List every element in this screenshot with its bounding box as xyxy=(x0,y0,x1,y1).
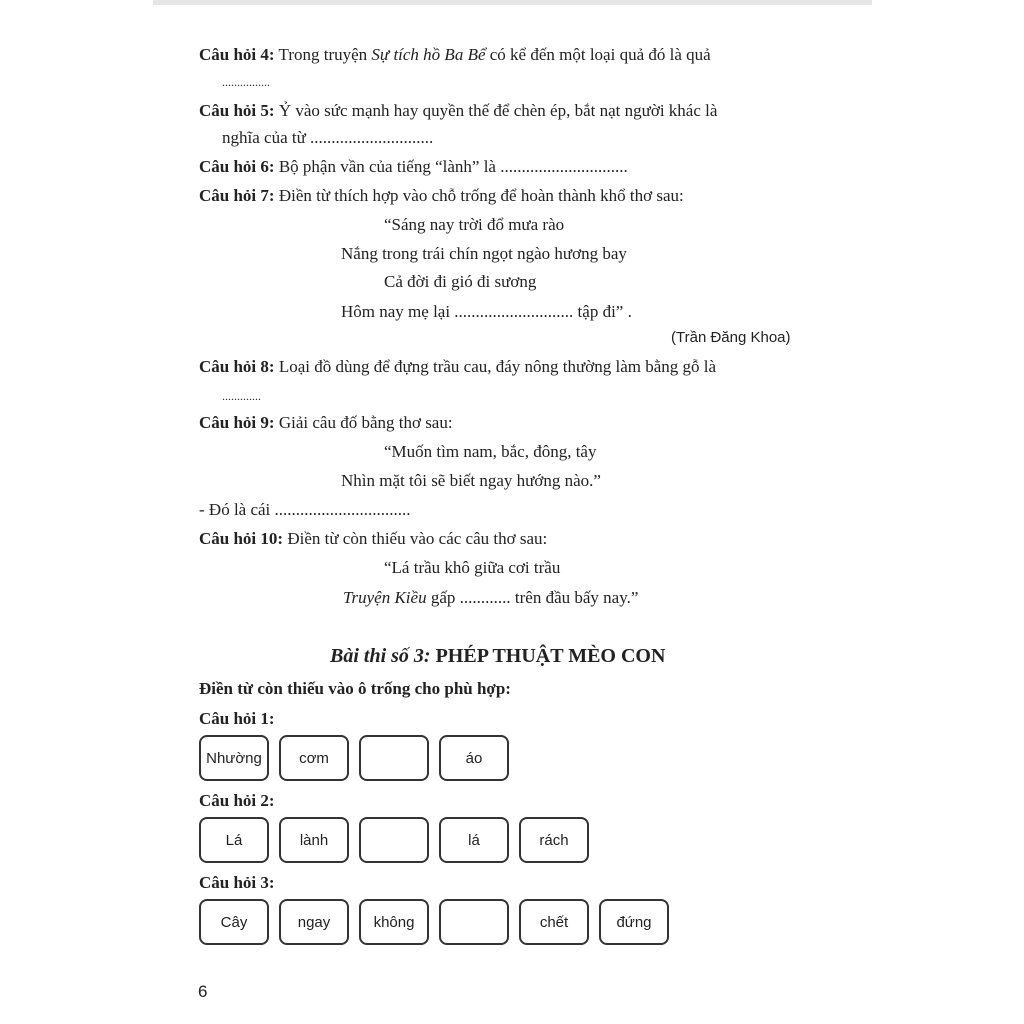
word-box: ngay xyxy=(279,899,349,945)
word-box: không xyxy=(359,899,429,945)
word-box: Cây xyxy=(199,899,269,945)
poem-line: “Sáng nay trời đổ mưa rào xyxy=(384,215,565,234)
q4-label: Câu hỏi 4: xyxy=(199,45,275,64)
poem-line: “Muốn tìm nam, bắc, đông, tây xyxy=(384,442,597,461)
q4-blank: ................ xyxy=(222,75,270,89)
empty-word-box[interactable] xyxy=(359,817,429,863)
q5-label: Câu hỏi 5: xyxy=(199,101,275,120)
q10-text: Điền từ còn thiếu vào các câu thơ sau: xyxy=(287,529,548,548)
q4-text: Trong truyện xyxy=(278,45,368,64)
empty-word-box[interactable] xyxy=(439,899,509,945)
q5-text: Ỷ vào sức mạnh hay quyền thế để chèn ép, bắt nạt người khác là xyxy=(278,101,718,120)
question-8 xyxy=(199,357,716,377)
q8-blank: ............. xyxy=(222,389,261,403)
poem-line: Cả đời đi gió đi sương xyxy=(384,272,537,291)
q7-label: Câu hỏi 7: xyxy=(199,186,275,205)
q8-text: Loại đồ dùng để đựng trầu cau, đáy nông thường làm bằng gỗ là xyxy=(278,357,717,376)
word-box: rách xyxy=(519,817,589,863)
q5-text2: nghĩa của từ ............................. xyxy=(222,128,434,147)
q9-answer: - Đó là cái ................................ xyxy=(199,500,411,519)
poem-italic-title: Truyện Kiều xyxy=(343,588,427,607)
word-box: lành xyxy=(279,817,349,863)
q9-label: Câu hỏi 9: xyxy=(199,413,275,432)
empty-word-box[interactable] xyxy=(359,735,429,781)
poem-line: Hôm nay mẹ lại ............................ tập đi” . xyxy=(341,302,632,321)
section-title-main: PHÉP THUẬT MÈO CON xyxy=(435,645,666,667)
question-9 xyxy=(199,413,453,433)
q8-label: Câu hỏi 8: xyxy=(199,357,275,376)
question-7 xyxy=(199,186,684,206)
page-top-edge xyxy=(153,0,872,5)
poem-rest: gấp ............ trên đầu bấy nay.” xyxy=(430,588,639,607)
q7-text: Điền từ thích hợp vào chỗ trống để hoàn thành khổ thơ sau: xyxy=(278,186,684,205)
q6-label: Câu hỏi 6: xyxy=(199,157,275,176)
word-box: áo xyxy=(439,735,509,781)
q9-text: Giải câu đố bằng thơ sau: xyxy=(278,413,453,432)
word-box: Lá xyxy=(199,817,269,863)
section-title xyxy=(330,646,665,666)
section-title-italic: Bài thi số 3: xyxy=(330,645,431,667)
puzzle-label: Câu hỏi 3: xyxy=(199,873,275,892)
word-box: Nhường xyxy=(199,735,269,781)
puzzle-label: Câu hỏi 2: xyxy=(199,791,275,810)
poem-author: (Trần Đăng Khoa) xyxy=(671,329,791,346)
q10-label: Câu hỏi 10: xyxy=(199,529,284,548)
poem-line: “Lá trầu khô giữa cơi trầu xyxy=(384,558,561,577)
q4-text2: có kể đến một loại quả đó là quả xyxy=(489,45,711,64)
question-5 xyxy=(199,101,717,121)
section-instruction: Điền từ còn thiếu vào ô trống cho phù hợp: xyxy=(199,679,511,698)
poem-line: Nắng trong trái chín ngọt ngào hương bay xyxy=(341,244,627,263)
puzzle-label: Câu hỏi 1: xyxy=(199,709,275,728)
word-box: cơm xyxy=(279,735,349,781)
poem-line xyxy=(343,588,638,608)
word-box: đứng xyxy=(599,899,669,945)
q6-text: Bộ phận vần của tiếng “lành” là .............................. xyxy=(278,157,628,176)
page-number: 6 xyxy=(198,982,208,1001)
poem-line: Nhìn mặt tôi sẽ biết ngay hướng nào.” xyxy=(341,471,601,490)
question-4 xyxy=(199,45,711,65)
question-10 xyxy=(199,529,547,549)
word-box: chết xyxy=(519,899,589,945)
word-box: lá xyxy=(439,817,509,863)
question-6 xyxy=(199,157,628,177)
q4-story-title: Sự tích hồ Ba Bể xyxy=(371,45,486,64)
